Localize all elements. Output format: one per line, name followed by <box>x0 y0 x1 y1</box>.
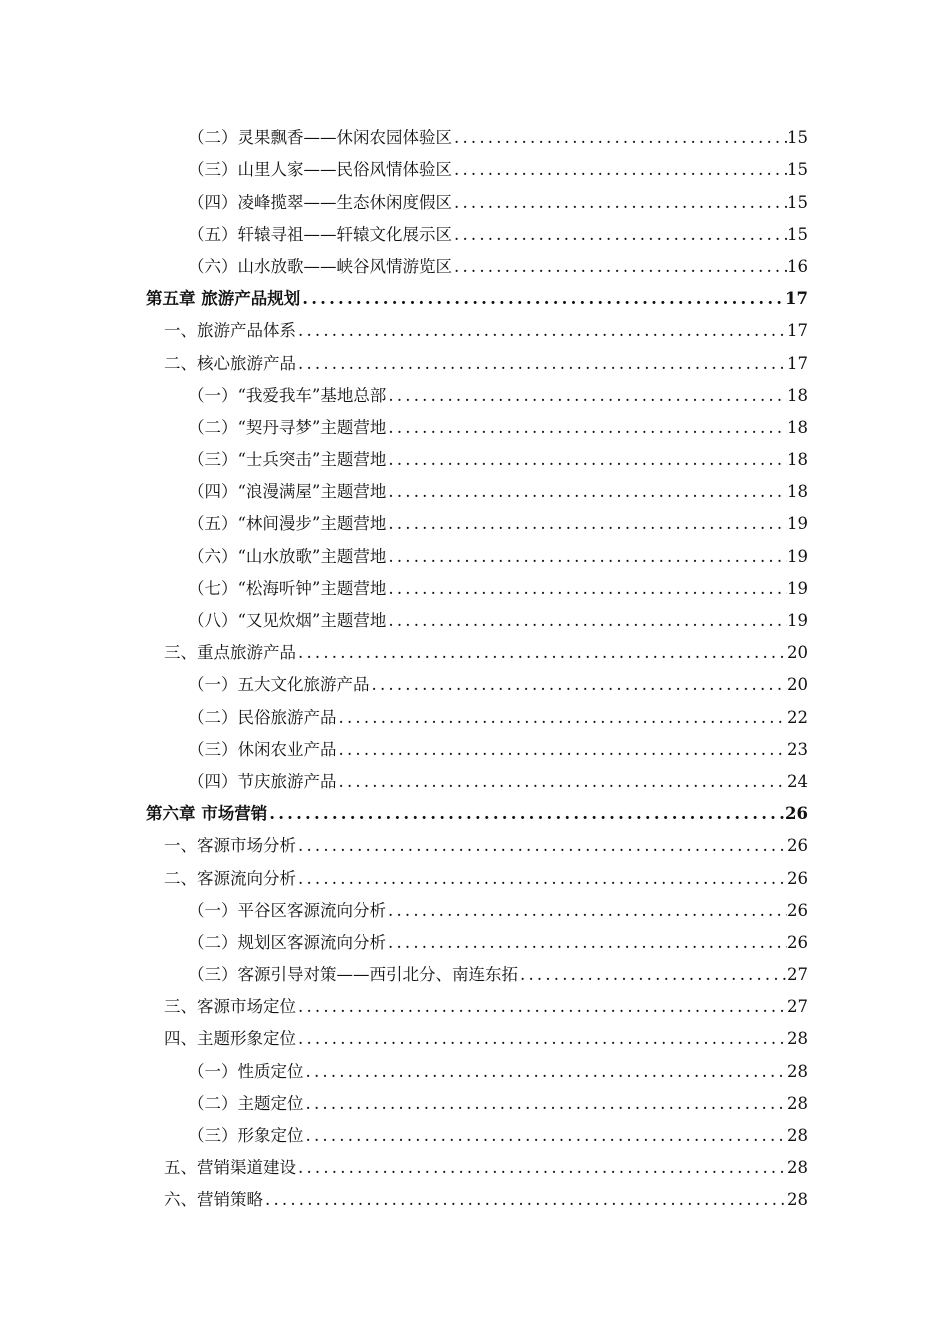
toc-section-entry[interactable] <box>146 341 808 373</box>
toc-entry-title: （八）“又见炊烟”主题营地 <box>188 611 387 630</box>
toc-section-entry[interactable] <box>146 824 808 856</box>
toc-dot-leader <box>337 772 788 792</box>
toc-entry-page-number: 28 <box>787 1061 808 1081</box>
toc-entry-title: 第六章 市场营销 <box>146 804 268 824</box>
toc-dot-leader <box>386 933 787 953</box>
toc-entry-title: 四、主题形象定位 <box>164 1029 296 1049</box>
toc-dot-leader <box>267 804 785 824</box>
toc-entry-title: （三）山里人家——民俗风情体验区 <box>188 160 452 180</box>
toc-entry-title: （一）平谷区客源流向分析 <box>188 900 386 920</box>
toc-subsection-entry[interactable] <box>146 889 808 921</box>
toc-entry-page-number: 24 <box>787 771 808 791</box>
toc-subsection-entry[interactable] <box>146 953 808 985</box>
toc-dot-leader <box>370 675 788 695</box>
toc-entry-title: 一、客源市场分析 <box>164 836 296 856</box>
toc-entry-page-number: 28 <box>787 1190 808 1210</box>
toc-entry-title: 二、客源流向分析 <box>164 868 296 888</box>
toc-entry-title: （四）“浪漫满屋”主题营地 <box>188 482 387 502</box>
toc-dot-leader <box>452 128 787 148</box>
toc-entry-title: （三）形象定位 <box>188 1126 304 1145</box>
toc-dot-leader <box>296 643 787 663</box>
toc-subsection-entry[interactable] <box>146 245 808 277</box>
toc-entry-page-number: 15 <box>787 224 808 244</box>
toc-dot-leader <box>386 611 787 631</box>
toc-dot-leader <box>300 289 785 309</box>
toc-entry-page-number: 18 <box>787 450 808 470</box>
toc-subsection-entry[interactable] <box>146 470 808 502</box>
toc-dot-leader <box>296 1029 787 1049</box>
toc-entry-title: （二）规划区客源流向分析 <box>188 932 386 952</box>
toc-entry-page-number: 23 <box>787 739 808 759</box>
toc-entry-title: （二）主题定位 <box>188 1093 304 1113</box>
toc-entry-page-number: 28 <box>787 1126 808 1145</box>
toc-entry-page-number: 19 <box>787 514 808 534</box>
toc-entry-title: （五）“林间漫步”主题营地 <box>188 514 387 534</box>
toc-subsection-entry[interactable] <box>146 116 808 148</box>
toc-dot-leader <box>296 869 787 889</box>
toc-entry-page-number: 16 <box>787 256 808 276</box>
toc-entry-title: （七）“松海听钟”主题营地 <box>188 578 387 598</box>
toc-subsection-entry[interactable] <box>146 438 808 470</box>
toc-dot-leader <box>386 482 787 502</box>
toc-entry-page-number: 17 <box>787 321 808 341</box>
toc-subsection-entry[interactable] <box>146 148 808 180</box>
toc-entry-title: （六）“山水放歌”主题营地 <box>188 546 387 566</box>
toc-subsection-entry[interactable] <box>146 1049 808 1081</box>
toc-subsection-entry[interactable] <box>146 502 808 534</box>
toc-entry-page-number: 22 <box>787 707 808 727</box>
toc-dot-leader <box>386 386 787 406</box>
toc-entry-title: （一）五大文化旅游产品 <box>188 675 370 695</box>
toc-dot-leader <box>337 740 788 760</box>
toc-dot-leader <box>263 1190 787 1210</box>
toc-section-entry[interactable] <box>146 1146 808 1178</box>
toc-subsection-entry[interactable] <box>146 567 808 599</box>
toc-entry-title: （二）民俗旅游产品 <box>188 707 337 727</box>
toc-entry-page-number: 27 <box>787 997 808 1017</box>
toc-subsection-entry[interactable] <box>146 921 808 953</box>
toc-entry-title: 六、营销策略 <box>164 1190 263 1210</box>
toc-dot-leader <box>296 354 787 374</box>
toc-entry-title: （二）“契丹寻梦”主题营地 <box>188 417 387 437</box>
toc-dot-leader <box>452 225 787 245</box>
toc-entry-title: （一）性质定位 <box>188 1061 304 1081</box>
toc-entry-page-number: 18 <box>787 417 808 437</box>
toc-entry-page-number: 27 <box>787 965 808 985</box>
toc-entry-page-number: 26 <box>785 804 808 824</box>
toc-chapter-entry[interactable] <box>146 792 808 824</box>
toc-dot-leader <box>386 547 787 567</box>
toc-section-entry[interactable] <box>146 631 808 663</box>
toc-entry-page-number: 15 <box>787 192 808 212</box>
toc-entry-title: （三）客源引导对策——西引北分、南连东拓 <box>188 965 518 985</box>
toc-entry-page-number: 26 <box>787 900 808 920</box>
toc-section-entry[interactable] <box>146 309 808 341</box>
toc-subsection-entry[interactable] <box>146 599 808 631</box>
toc-entry-page-number: 18 <box>787 385 808 405</box>
toc-dot-leader <box>452 160 787 180</box>
toc-section-entry[interactable] <box>146 985 808 1017</box>
toc-dot-leader <box>386 579 787 599</box>
toc-dot-leader <box>337 708 788 728</box>
toc-entry-title: （四）凌峰揽翠——生态休闲度假区 <box>188 192 452 212</box>
toc-entry-title: （三）休闲农业产品 <box>188 739 337 759</box>
toc-entry-page-number: 17 <box>787 353 808 373</box>
toc-entry-page-number: 28 <box>787 1093 808 1113</box>
toc-subsection-entry[interactable] <box>146 663 808 695</box>
toc-entry-page-number: 26 <box>787 836 808 856</box>
toc-entry-title: （五）轩辕寻祖——轩辕文化展示区 <box>188 224 452 244</box>
toc-section-entry[interactable] <box>146 856 808 888</box>
toc-subsection-entry[interactable] <box>146 760 808 792</box>
toc-section-entry[interactable] <box>146 1017 808 1049</box>
toc-entry-title: 三、客源市场定位 <box>164 997 296 1017</box>
toc-subsection-entry[interactable] <box>146 695 808 727</box>
toc-dot-leader <box>452 193 787 213</box>
toc-entry-page-number: 15 <box>787 160 808 180</box>
toc-dot-leader <box>386 514 787 534</box>
toc-dot-leader <box>296 997 787 1017</box>
toc-entry-page-number: 26 <box>787 868 808 888</box>
toc-entry-title: （一）“我爱我车”基地总部 <box>188 385 387 405</box>
toc-subsection-entry[interactable] <box>146 213 808 245</box>
toc-dot-leader <box>304 1126 788 1146</box>
toc-entry-title: （六）山水放歌——峡谷风情游览区 <box>188 256 452 276</box>
toc-dot-leader <box>304 1062 788 1082</box>
toc-entry-title: （四）节庆旅游产品 <box>188 771 337 791</box>
toc-dot-leader <box>386 418 787 438</box>
toc-dot-leader <box>452 257 787 277</box>
toc-subsection-entry[interactable] <box>146 1114 808 1146</box>
toc-subsection-entry[interactable] <box>146 406 808 438</box>
toc-subsection-entry[interactable] <box>146 180 808 212</box>
toc-dot-leader <box>296 321 787 341</box>
toc-section-entry[interactable] <box>146 1178 808 1210</box>
toc-entry-page-number: 18 <box>787 482 808 502</box>
toc-entry-page-number: 15 <box>787 128 808 148</box>
toc-dot-leader <box>296 836 787 856</box>
toc-entry-page-number: 19 <box>787 611 808 630</box>
toc-entry-page-number: 28 <box>787 1158 808 1178</box>
toc-entry-page-number: 19 <box>787 546 808 566</box>
toc-dot-leader <box>296 1158 787 1178</box>
toc-entry-title: 五、营销渠道建设 <box>164 1158 296 1178</box>
toc-subsection-entry[interactable] <box>146 1082 808 1114</box>
toc-entry-title: （二）灵果飘香——休闲农园体验区 <box>188 128 452 148</box>
toc-entry-page-number: 26 <box>787 932 808 952</box>
toc-entry-title: 三、重点旅游产品 <box>164 643 296 663</box>
toc-entry-page-number: 17 <box>785 289 808 309</box>
toc-entry-page-number: 20 <box>787 675 808 695</box>
toc-entry-page-number: 19 <box>787 578 808 598</box>
toc-chapter-entry[interactable] <box>146 277 808 309</box>
toc-subsection-entry[interactable] <box>146 374 808 406</box>
toc-subsection-entry[interactable] <box>146 534 808 566</box>
toc-entry-title: 二、核心旅游产品 <box>164 353 296 373</box>
table-of-contents <box>146 116 808 1210</box>
toc-dot-leader <box>386 901 787 921</box>
toc-subsection-entry[interactable] <box>146 728 808 760</box>
toc-entry-title: 第五章 旅游产品规划 <box>146 289 301 309</box>
toc-entry-page-number: 20 <box>787 643 808 663</box>
toc-dot-leader <box>386 450 787 470</box>
toc-entry-title: 一、旅游产品体系 <box>164 321 296 341</box>
toc-entry-title: （三）“士兵突击”主题营地 <box>188 450 387 470</box>
toc-entry-page-number: 28 <box>787 1029 808 1049</box>
toc-dot-leader <box>304 1094 788 1114</box>
toc-dot-leader <box>518 965 787 985</box>
